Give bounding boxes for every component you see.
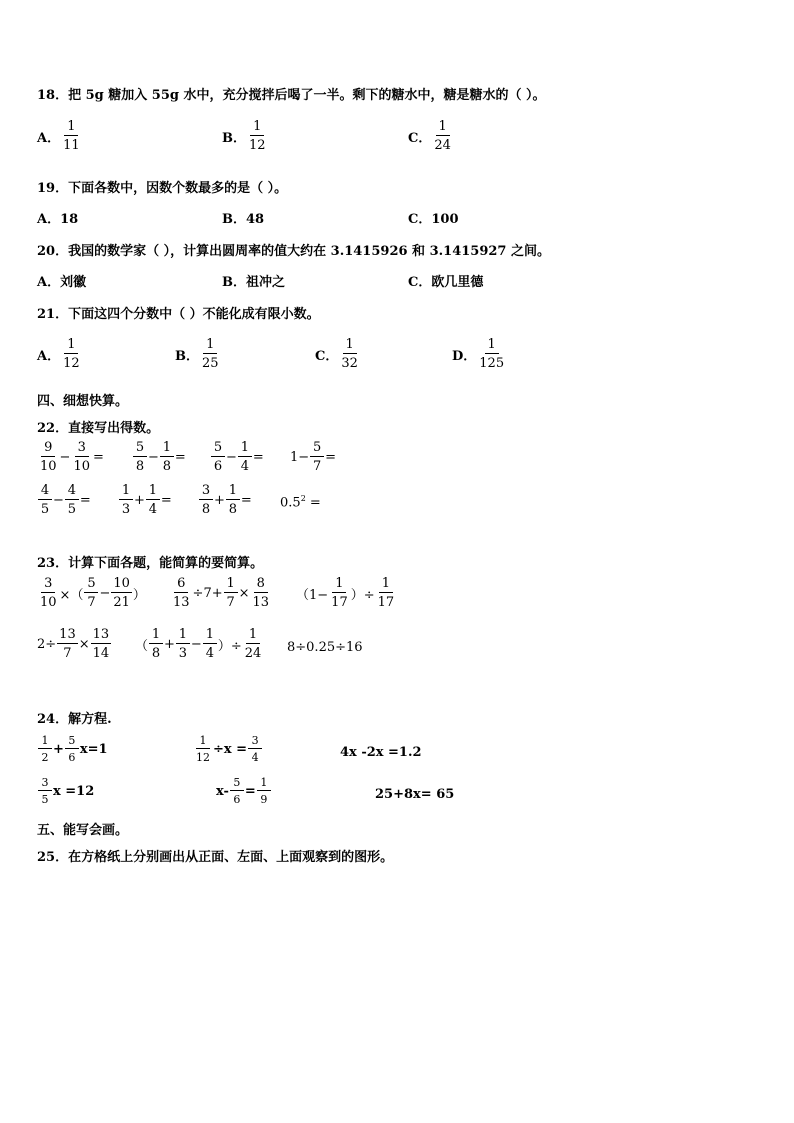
q18-option-a: A． $\frac{1}{11}$ [37,119,80,153]
numerator: 1 [238,441,252,457]
fraction [111,577,132,609]
fraction [251,577,272,609]
operator: = [79,492,91,508]
operator: × [78,636,90,652]
fraction [477,338,506,370]
fraction [238,441,252,473]
fraction [224,577,238,609]
denominator: 2 [41,751,49,764]
numerator: 3 [75,441,89,457]
q19-option-c: C．100 [408,212,459,227]
fraction [65,484,79,516]
q23-expr-5 [135,628,264,660]
q23-expr-3 [296,577,397,609]
numerator: 1 [485,338,499,354]
denominator: 8 [135,459,145,474]
operator: = [325,449,337,465]
numerator: 1 [64,120,78,136]
operator: ）÷ [217,638,242,654]
numerator: 1 [379,577,393,593]
question-24: 24．解方程. [37,712,112,727]
fraction [194,735,212,763]
question-18: 18．把 5g 糖加入 55g 水中，充分搅拌后喝了一半。剩下的糖水中，糖是糖水的（ ）。 [37,88,546,103]
denominator: 4 [240,459,250,474]
denominator: 3 [121,502,131,517]
fraction [257,777,271,805]
denominator: 24 [434,138,451,153]
operator: （1− [296,587,329,603]
q23-expr-4 [37,628,112,660]
numerator: 1 [196,735,210,749]
numerator: 5 [84,577,98,593]
numerator: 6 [174,577,188,593]
operator: x =12 [53,783,95,799]
denominator: 17 [331,595,348,610]
operator: − [99,585,111,601]
fraction [203,628,217,660]
operator: − [59,449,71,465]
fraction [38,484,52,516]
denominator: 7 [87,595,96,610]
fraction [199,484,213,516]
fraction [149,628,163,660]
q22-expr-5 [37,484,91,516]
numerator: 1 [203,338,217,354]
denominator: 8 [201,502,211,517]
numerator: 1 [436,120,450,136]
fraction [146,484,160,516]
fraction [176,628,190,660]
numerator: 8 [254,577,268,593]
operator: 1− [290,449,310,465]
section-4-title: 四、细想快算。 [37,394,129,409]
operator: = [252,449,264,465]
q22-expr-6 [118,484,172,516]
fraction [61,120,82,152]
q24-equation-1 [37,735,108,763]
denominator: 7 [313,459,322,474]
question-20: 20．我国的数学家（ ），计算出圆周率的值大约在 3.1415926 和 3.1415927 之间。 [37,244,550,259]
denominator: 7 [226,595,235,610]
q22-expr-3 [210,441,264,473]
denominator: 11 [63,138,80,153]
fraction [432,120,453,152]
q24-equation-5 [216,777,272,805]
denominator: 8 [162,459,172,474]
numerator: 1 [250,120,264,136]
fraction [38,577,59,609]
numerator: 10 [113,576,130,591]
q23-expr-6: 8÷0.25÷16 [287,640,363,655]
q21-option-a: A． $\frac{1}{12}$ [37,337,80,371]
operator: ÷x = [213,741,248,757]
numerator: 1 [38,735,52,749]
denominator: 8 [228,502,238,517]
denominator: 25 [202,356,219,371]
numerator: 1 [149,628,163,644]
fraction [230,777,244,805]
operator: 2÷ [37,636,57,652]
fraction [171,577,192,609]
fraction [61,338,82,370]
q22-expr-4 [290,441,336,473]
q18-option-c: C． $\frac{1}{24}$ [408,119,451,153]
q24-equation-4 [37,777,94,805]
q24-equation-6: 25+8x= 65 [375,787,455,802]
denominator: 13 [252,595,270,610]
numerator: 5 [133,441,147,457]
operator: = [240,492,252,508]
numerator: 1 [246,628,260,644]
question-23: 23．计算下面各题，能简算的要简算。 [37,556,264,571]
numerator: 13 [59,627,76,642]
denominator: 12 [63,356,80,371]
section-5-title: 五、能写会画。 [37,823,129,838]
question-21: 21．下面这四个分数中（ ）不能化成有限小数。 [37,307,320,322]
q24-equation-2 [193,735,263,763]
denominator: 24 [244,646,262,661]
q19-option-a: A．18 [37,212,79,227]
denominator: 12 [196,751,210,764]
numerator: 5 [211,441,225,457]
numerator: 3 [41,577,55,593]
fraction [243,628,264,660]
question-22: 22．直接写出得数。 [37,421,160,436]
denominator: 10 [40,459,57,474]
q22-expr-8: $0.5^2$ = [280,494,321,511]
fraction [91,628,112,660]
q18-option-b: B． $\frac{1}{12}$ [222,119,266,153]
numerator: 1 [176,628,190,644]
operator: ）÷ [350,587,375,603]
q23-expr-1 [37,577,146,609]
numerator: 1 [160,441,174,457]
fraction [119,484,133,516]
fraction [226,484,240,516]
q23-expr-2 [170,577,272,609]
denominator: 6 [68,751,76,764]
numerator: 3 [248,735,262,749]
question-19: 19．下面各数中，因数个数最多的是（ ）。 [37,181,288,196]
operator: + [134,492,145,508]
question-25: 25．在方格纸上分别画出从正面、左面、上面观察到的图形。 [37,850,394,865]
denominator: 4 [251,751,259,764]
operator: − [148,449,159,465]
fraction [38,777,52,805]
numerator: 4 [38,484,52,500]
q22-expr-1 [37,441,104,473]
numerator: 1 [257,777,271,791]
numerator: 1 [226,484,240,500]
denominator: 5 [40,502,50,517]
fraction [38,735,52,763]
denominator: 14 [92,646,110,661]
numerator: 1 [64,338,78,354]
fraction [38,441,59,473]
operator: x- [216,783,229,799]
denominator: 13 [173,595,190,610]
q22-expr-7 [198,484,252,516]
denominator: 32 [341,356,358,371]
denominator: 6 [233,793,241,806]
operator: = [174,449,186,465]
q20-option-b: B．祖冲之 [222,275,285,290]
fraction [71,441,92,473]
denominator: 4 [205,646,214,661]
denominator: 4 [148,502,158,517]
denominator: 10 [40,595,57,610]
q20-option-a: A．刘徽 [37,275,87,290]
operator: = [93,449,104,465]
fraction [329,577,350,609]
denominator: 5 [41,793,49,806]
operator: − [190,636,202,652]
numerator: 3 [38,777,52,791]
denominator: 17 [377,595,395,610]
denominator: 9 [260,793,268,806]
operator: − [53,492,64,508]
denominator: 125 [479,356,505,371]
fraction [200,338,221,370]
operator: + [214,492,225,508]
fraction [247,120,268,152]
numerator: 1 [343,338,357,354]
numerator: 1 [203,628,217,644]
denominator: 5 [67,502,77,517]
q21-option-c: C． $\frac{1}{32}$ [315,337,358,371]
numerator: 1 [146,484,160,500]
fraction [133,441,147,473]
q21-option-d: D． $\frac{1}{125}$ [452,337,505,371]
q19-option-b: B．48 [222,212,265,227]
denominator: 12 [249,138,266,153]
operator: ×（ [59,587,84,603]
q22-expr-2 [132,441,186,473]
fraction [211,441,225,473]
denominator: 8 [151,646,161,661]
denominator: 3 [178,646,188,661]
fraction [339,338,360,370]
exponent: 2 [300,494,306,503]
operator: x=1 [79,741,108,757]
denominator: 10 [73,459,90,474]
denominator: 21 [113,595,130,610]
numerator: 1 [332,577,346,593]
operator: = [244,783,256,799]
numerator: 5 [310,441,324,457]
operator: + [164,636,175,652]
fraction [57,628,78,660]
fraction [376,577,397,609]
numerator: 5 [230,777,244,791]
numerator: 4 [65,484,79,500]
q20-option-c: C．欧几里德 [408,275,484,290]
numerator: 5 [65,735,79,749]
numerator: 1 [119,484,133,500]
operator: = [160,492,172,508]
operator: × [238,585,250,601]
numerator: 3 [199,484,213,500]
fraction [84,577,98,609]
fraction [310,441,324,473]
numerator: 9 [41,441,55,457]
operator: + [53,741,64,757]
denominator: 7 [63,646,72,661]
q24-equation-3: 4x -2x =1.2 [340,745,422,760]
fraction [248,735,262,763]
operator: （ [135,638,149,654]
fraction [160,441,174,473]
numerator: 1 [224,577,238,593]
numerator: 13 [92,627,110,642]
operator: ） [132,587,146,603]
q21-option-b: B． $\frac{1}{25}$ [175,337,219,371]
denominator: 6 [213,459,223,474]
fraction [65,735,79,763]
operator: ÷7+ [192,585,223,601]
operator: − [226,449,237,465]
